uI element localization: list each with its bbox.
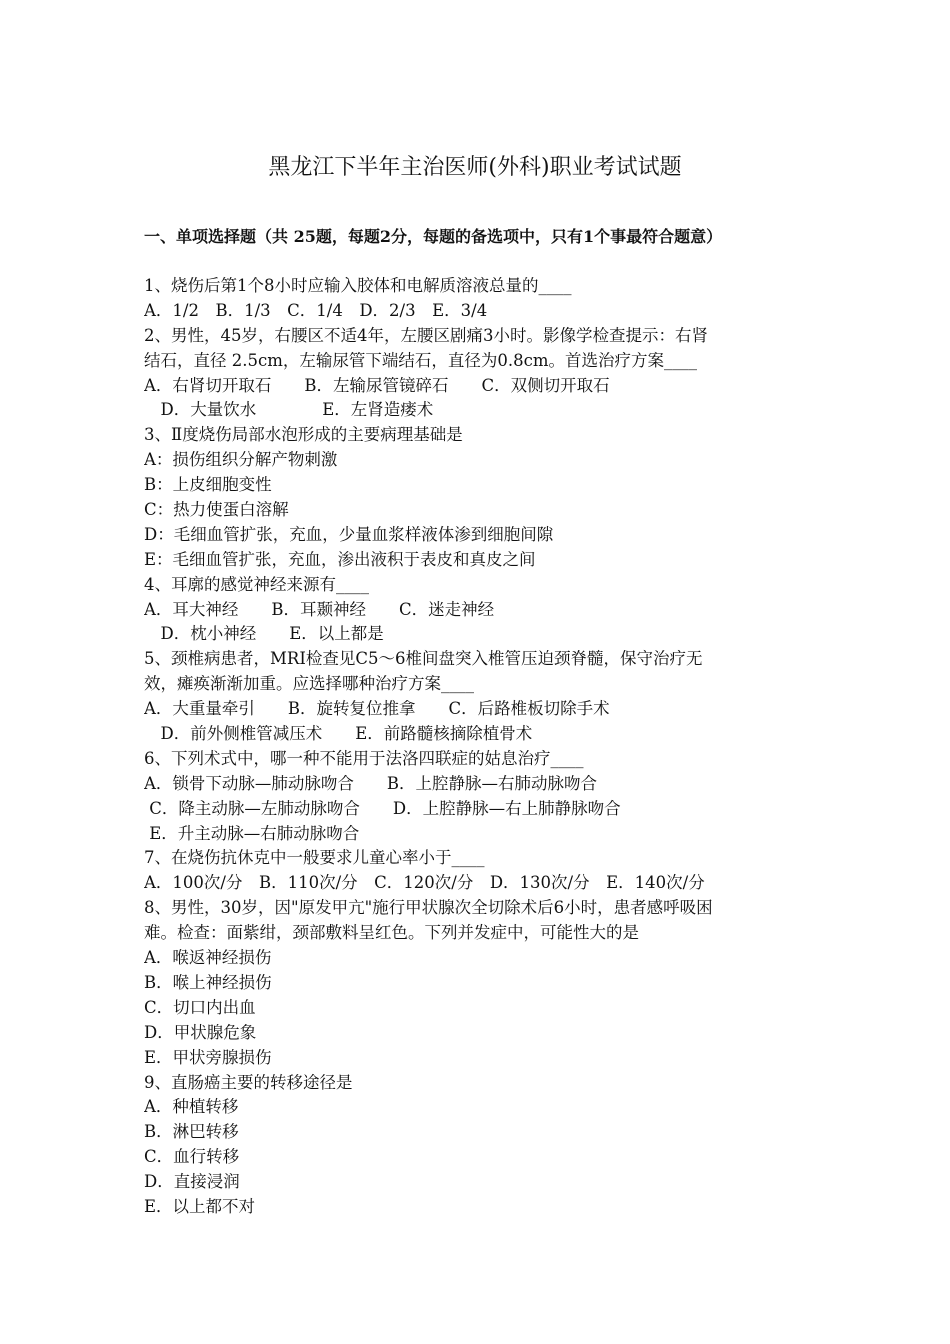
text-line: D．直接浸润: [144, 1172, 240, 1192]
text-line: E．升主动脉—右肺动脉吻合: [144, 823, 360, 843]
text-line: 7、在烧伤抗休克中一般要求儿童心率小于____: [144, 848, 485, 868]
text-line: B：上皮细胞变性: [144, 475, 272, 495]
text-line: 5、颈椎病患者，MRI检查见C5～6椎间盘突入椎管压迫颈脊髓，保守治疗无: [144, 649, 703, 669]
text-line: D：毛细血管扩张，充血，少量血浆样液体渗到细胞间隙: [144, 524, 554, 544]
page-title: 黑龙江下半年主治医师(外科)职业考试试题: [268, 155, 682, 180]
text-line: B．淋巴转移: [144, 1122, 239, 1142]
text-line: A．大重量牵引 B．旋转复位推拿 C．后路椎板切除手术: [144, 699, 610, 719]
text-line: B．喉上神经损伤: [144, 972, 272, 992]
text-line: D．前外侧椎管减压术 E．前路髓核摘除植骨术: [144, 724, 533, 744]
text-line: 难。检查：面紫绀，颈部敷料呈红色。下列并发症中，可能性大的是: [144, 923, 639, 943]
section-heading: 一、单项选择题（共 25题，每题2分，每题的备选项中，只有1个事最符合题意）: [144, 227, 723, 246]
text-line: E．以上都不对: [144, 1196, 256, 1216]
text-line: 3、Ⅱ度烧伤局部水泡形成的主要病理基础是: [144, 425, 463, 445]
text-line: 6、下列术式中，哪一种不能用于法洛四联症的姑息治疗____: [144, 748, 584, 768]
text-line: A．1/2 B．1/3 C．1/4 D．2/3 E．3/4: [144, 300, 488, 320]
text-line: C：热力使蛋白溶解: [144, 500, 289, 520]
text-line: A．种植转移: [144, 1097, 239, 1117]
text-line: E．甲状旁腺损伤: [144, 1047, 272, 1067]
text-line: 4、耳廓的感觉神经来源有____: [144, 574, 369, 594]
text-line: D．甲状腺危象: [144, 1022, 257, 1042]
text-line: A．耳大神经 B．耳颞神经 C．迷走神经: [144, 599, 495, 619]
text-line: 1、烧伤后第1个8小时应输入胶体和电解质溶液总量的____: [144, 276, 572, 295]
text-line: D．大量饮水 E．左肾造瘘术: [144, 400, 434, 420]
text-line: A：损伤组织分解产物刺激: [144, 450, 338, 470]
text-line: 9、直肠癌主要的转移途径是: [144, 1072, 353, 1092]
text-line: 2、男性，45岁，右腰区不适4年，左腰区剧痛3小时。影像学检查提示：右肾: [144, 325, 708, 345]
text-line: A．右肾切开取石 B．左输尿管镜碎石 C．双侧切开取石: [144, 375, 610, 395]
text-line: A．100次/分 B．110次/分 C．120次/分 D．130次/分 E．140次/分: [144, 873, 705, 893]
text-line: A．喉返神经损伤: [144, 948, 272, 968]
question-list: [144, 274, 812, 1220]
text-line: E：毛细血管扩张，充血，渗出液积于表皮和真皮之间: [144, 549, 536, 569]
text-line: 8、男性，30岁，因"原发甲亢"施行甲状腺次全切除术后6小时，患者感呼吸困: [144, 898, 713, 918]
text-line: C．切口内出血: [144, 997, 256, 1017]
text-line: C．降主动脉—左肺动脉吻合 D．上腔静脉—右上肺静脉吻合: [144, 798, 621, 818]
text-line: 效，瘫痪渐渐加重。应选择哪种治疗方案____: [144, 674, 474, 694]
text-line: A．锁骨下动脉—肺动脉吻合 B．上腔静脉—右肺动脉吻合: [144, 773, 598, 793]
text-line: C．血行转移: [144, 1147, 240, 1167]
text-line: D．枕小神经 E．以上都是: [144, 624, 384, 644]
text-line: 结石，直径 2.5cm，左输尿管下端结石，直径为0.8cm。首选治疗方案____: [144, 350, 697, 370]
